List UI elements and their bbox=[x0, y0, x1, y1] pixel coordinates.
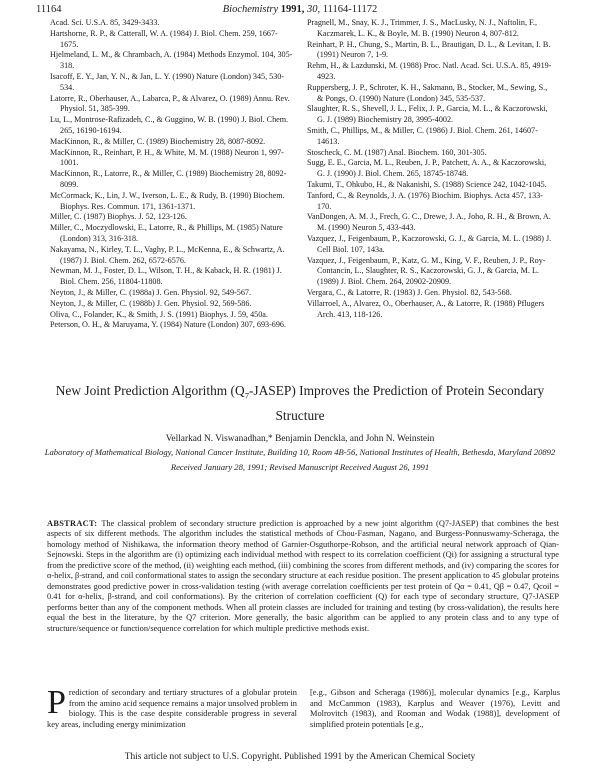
journal-year: 1991, bbox=[280, 4, 305, 15]
journal-name: Biochemistry bbox=[222, 4, 279, 15]
copyright-footer: This article not subject to U.S. Copyright. Published 1991 by the American Chemical Society bbox=[124, 752, 476, 762]
journal-volume: 30, bbox=[307, 4, 321, 15]
reference-entry: Vazquez, J., Feigenbaum, P., Katz, G. M., King, V. F., Reuben, J. P., Roy-Contancin, L., Slaughter, R. S., Kaczorowski, G. J., & Garcia, M. L. (1989) J. Biol. Chem. 264, 20902-20909. bbox=[307, 255, 546, 287]
article-affiliation: Laboratory of Mathematical Biology, National Cancer Institute, Building 10, Room 4B-56, National Institutes of Health, Bethesda, Maryland 20892 bbox=[44, 446, 556, 457]
article-title bbox=[40, 381, 560, 425]
journal-pages: 11164-11172 bbox=[322, 4, 378, 15]
reference-entry: Isacoff, E. Y., Jan, Y. N., & Jan, L. Y. (1990) Nature (London) 345, 530-534. bbox=[50, 71, 285, 92]
journal-citation bbox=[36, 4, 564, 15]
reference-entry: Tanford, C., & Reynolds, J. A. (1976) Biochim. Biophys. Acta 457, 133-170. bbox=[307, 190, 543, 211]
reference-entry: Nakayama, N., Kirley, T. L., Vaghy, P. L., McKenna, E., & Schwartz, A. (1987) J. Biol. Chem. 262, 6572-6576. bbox=[50, 244, 285, 265]
reference-entry: Hartshorne, R. P., & Catterall, W. A. (1984) J. Biol. Chem. 259, 1667-1675. bbox=[50, 28, 278, 49]
reference-entry: VanDongen, A. M. J., Frech, G. C., Drewe, J. A., Joho, R. H., & Brown, A. M. (1990) Neuron 5, 433-443. bbox=[307, 212, 551, 233]
reference-entry: Miller, C. (1987) Biophys. J. 52, 123-126. bbox=[50, 212, 187, 222]
body-left-text: rediction of secondary and tertiary structures of a globular protein from the amino acid sequence remains a major unsolved problem in biology. This is the case despite considerable progress in several key areas, including energy minimization bbox=[47, 688, 297, 729]
reference-entry: Acad. Sci. U.S.A. 85, 3429-3433. bbox=[50, 18, 160, 27]
reference-entry: Reinhart, P. H., Chung, S., Martin, B. L., Brautigan, D. L., & Levitan, I. B. (1991) Neuron 7, 1-9. bbox=[307, 39, 551, 60]
body-right-column bbox=[310, 688, 560, 730]
reference-entry: Oliva, C., Folander, K., & Smith, J. S. (1991) Biophys. J. 59, 450a. bbox=[50, 309, 268, 319]
article-heading bbox=[40, 381, 560, 473]
reference-entry: Stoscheck, C. M. (1987) Anal. Biochem. 160, 301-305. bbox=[307, 147, 487, 157]
reference-entry: Vergara, C., & Latorre, R. (1983) J. Gen. Physiol. 82, 543-568. bbox=[307, 287, 512, 297]
reference-entry: Neyton, J., & Miller, C. (1988a) J. Gen. Physiol. 92, 549-567. bbox=[50, 287, 251, 297]
reference-entry: Rehm, H., & Lazdunski, M. (1988) Proc. Natl. Acad. Sci. U.S.A. 85, 4919-4923. bbox=[307, 61, 552, 81]
reference-entry: Peterson, O. H., & Maruyama, Y. (1984) Nature (London) 307, 693-696. bbox=[50, 320, 287, 330]
title-subscript: 7 bbox=[244, 390, 249, 401]
reference-entry: Latorre, R., Oberhauser, A., Labarca, P., & Alvarez, O. (1989) Annu. Rev. Physiol. 51, 385-399. bbox=[50, 93, 290, 114]
reference-entry: Ruppersberg, J. P., Schroter, K. H., Sakmann, B., Stocker, M., Sewing, S., & Pongs, O. (1990) Nature (London) 345, 535-537. bbox=[307, 82, 548, 103]
reference-entry: Pragnell, M., Snay, K. J., Trimmer, J. S., MacLusky, N. J., Naftolin, F., Kaczmarek, L. K., & Boyle, M. B. (1990) Neuron 4, 807-812. bbox=[307, 18, 537, 38]
reference-entry: MacKinnon, R., & Miller, C. (1989) Biochemistry 28, 8087-8092. bbox=[50, 136, 266, 146]
reference-entry: MacKinnon, R., Reinhart, P. H., & White, M. M. (1988) Neuron 1, 997-1001. bbox=[50, 147, 284, 168]
reference-entry: Slaughter, R. S., Shevell, J. L., Felix, J. P., Garcia, M. L., & Kaczorowski, G. J. (1989) Biochemistry 28, 3995-4002. bbox=[307, 104, 548, 125]
references-left-column bbox=[50, 18, 295, 331]
abstract bbox=[47, 519, 559, 634]
title-part-2: -JASEP) Improves the Prediction of Protein Secondary Structure bbox=[248, 383, 545, 423]
title-part-1: New Joint Prediction Algorithm (Q bbox=[55, 383, 245, 398]
abstract-label: ABSTRACT: bbox=[47, 519, 98, 528]
article-received: Received January 28, 1991; Revised Manuscript Received August 26, 1991 bbox=[170, 462, 430, 473]
reference-entry: Miller, C., Moczydlowski, E., Latorre, R., & Phillips, M. (1985) Nature (London) 313, 316-318. bbox=[50, 223, 283, 243]
page-number: 11164 bbox=[36, 4, 62, 15]
body-right-text: [e.g., Gibson and Scheraga (1986)], molecular dynamics [e.g., Karplus and McCammon (1983), Karplus and Weaver (1976), Levitt and Molrovitch (1983), and Rooman and Wodak (1988)], development of simplified protein potentials [e.g., bbox=[310, 688, 560, 729]
reference-entry: Villarroel, A., Alvarez, O., Oberhauser, A., & Latorre, R. (1988) Pflugers Arch. 413, 118-126. bbox=[307, 298, 545, 319]
reference-entry: Newman, M. J., Foster, D. L., Wilson, T. H., & Kaback, H. R. (1981) J. Biol. Chem. 256, 11804-11808. bbox=[50, 266, 282, 287]
abstract-text: The classical problem of secondary structure prediction is approached by a new joint algorithm (Q7-JASEP) that combines the best aspects of six different methods. The algorithm includes the statistical methods of Chou-Fasman, Nagano, and Burgess-Ponnuswamy-Scheraga, the homology method of Nishikawa, the information theory method of Garnier-Osguthorpe-Robson, and the artificial neural network approach of Qian-Sejnowski. Steps in the algorithm are (i) optimizing each individual method with respect to its correlation coefficient (Qi) for assigning a structural type from the predictive score of the method, (ii) weighting each method, (iii) combining the scores from different methods, and (iv) comparing the scores for α-helix, β-strand, and coil conformational states to assign the secondary structure at each residue position. The present application to 45 globular proteins demonstrates good predictive power in cross-validation testing (with average correlation coefficients per test protein of Qα = 0.41, Qβ = 0.47, Qcoil = 0.41 for α-helix, β-strand, and coil conformations). By the criterion of correlation coefficient (Q) for each type of secondary structure, Q7-JASEP performs better than any of the component methods. When all protein classes are included for training and testing (by cross-validation), the results here equal the best in the literature, by the Q7 criterion. More generally, the basic algorithm can be applied to any protein class and to any type of structure/sequence or function/sequence correlation for which multiple predictive methods exist. bbox=[47, 519, 559, 633]
running-header bbox=[36, 4, 564, 18]
body-left-column bbox=[47, 684, 297, 730]
reference-entry: Lu, L., Montrose-Rafizadeh, C., & Guggino, W. B. (1990) J. Biol. Chem. 265, 16190-16194. bbox=[50, 115, 289, 135]
reference-entry: Hjelmeland, L. M., & Chrambach, A. (1984) Methods Enzymol. 104, 305-318. bbox=[50, 50, 293, 71]
reference-entry: Vazquez, J., Feigenbaum, P., Kaczorowski, G. J., & Garcia, M. L. (1988) J. Cell Biol. 107, 143a. bbox=[307, 233, 552, 254]
reference-entry: MacKinnon, R., Latorre, R., & Miller, C. (1989) Biochemistry 28, 8092-8099. bbox=[50, 169, 287, 189]
reference-entry: Neyton, J., & Miller, C. (1988b) J. Gen. Physiol. 92, 569-586. bbox=[50, 298, 252, 308]
reference-entry: Takumi, T., Ohkubo, H., & Nakanishi, S. (1988) Science 242, 1042-1045. bbox=[307, 179, 547, 189]
references-right-column bbox=[307, 18, 554, 320]
reference-entry: Smith, C., Phillips, M., & Miller, C. (1986) J. Biol. Chem. 261, 14607-14613. bbox=[307, 125, 538, 146]
article-authors: Vellarkad N. Viswanadhan,* Benjamin Denckla, and John N. Weinstein bbox=[165, 433, 435, 444]
reference-entry: Sugg, E. E., Garcia, M. L., Reuben, J. P., Patchett, A. A., & Kaczorowski, G. J. (1990) J. Biol. Chem. 265, 18745-18748. bbox=[307, 158, 547, 179]
reference-entry: McCormack, K., Lin, J. W., Iverson, L. E., & Rudy, B. (1990) Biochem. Biophys. Res. Commun. 171, 1361-1371. bbox=[50, 190, 285, 211]
drop-cap: P bbox=[47, 684, 66, 721]
